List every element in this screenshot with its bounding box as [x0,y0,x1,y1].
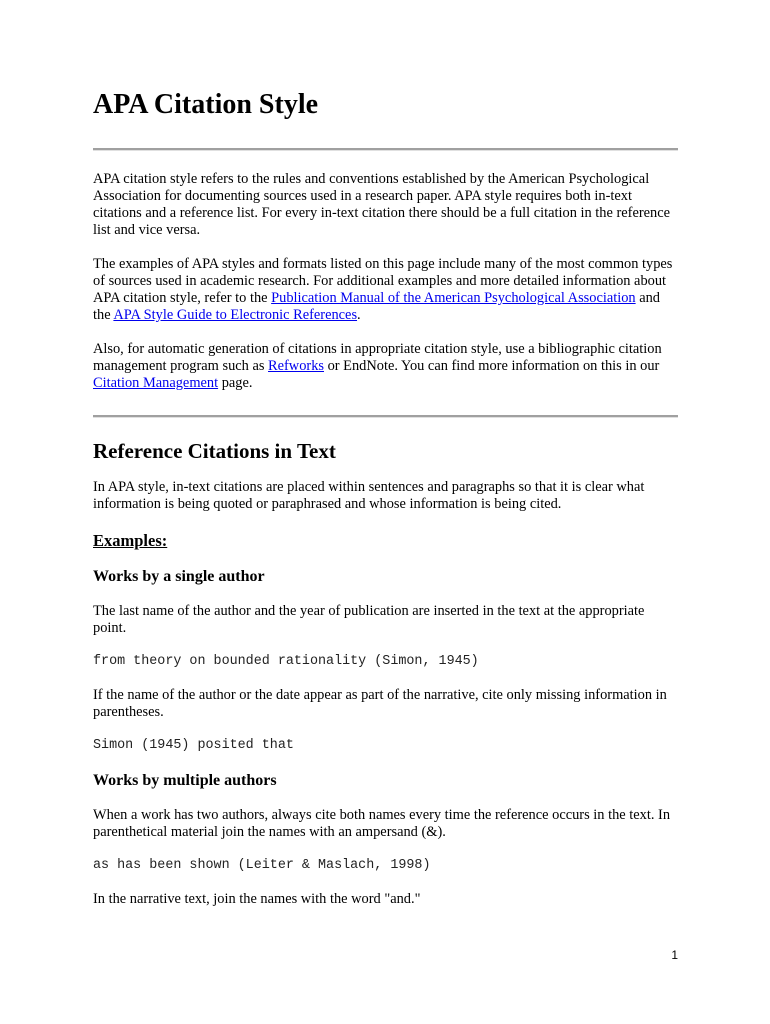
examples-label: Examples: [93,531,168,550]
intro-paragraph-3-text-middle: or EndNote. You can find more information on this in our [324,358,660,374]
section-intro-paragraph: In APA style, in-text citations are placed within sentences and paragraphs so that it is clear what information is being quoted or paraphrased and whose information is being cited. [93,479,645,512]
document-content [93,88,678,908]
multiple-authors-paragraph-2: In the narrative text, join the names with the word "and." [93,891,421,907]
intro-paragraph-3 [93,341,678,392]
intro-paragraph-2-text-start: The examples of APA styles and formats listed on this page include many of the most common types of sources used in academic research. For additional examples and more detailed information about APA citation style, refer to the [93,256,673,306]
single-author-paragraph-1: The last name of the author and the year of publication are inserted in the text at the appropriate point. [93,603,645,636]
page-number: 1 [671,948,678,962]
multiple-authors-paragraph-1: When a work has two authors, always cite both names every time the reference occurs in the text. In parenthetical material join the names with an ampersand (&). [93,807,671,840]
multiple-authors-example-1: as has been shown (Leiter & Maslach, 1998) [93,858,431,873]
section-heading: Reference Citations in Text [93,439,336,463]
single-author-example-1: from theory on bounded rationality (Simon, 1945) [93,654,479,669]
publication-manual-link[interactable]: Publication Manual of the American Psychological Association [271,290,636,306]
multiple-authors-heading: Works by multiple authors [93,772,277,789]
single-author-example-2: Simon (1945) posited that [93,738,294,753]
apa-electronic-references-link[interactable]: APA Style Guide to Electronic References [113,307,358,323]
single-author-heading: Works by a single author [93,568,265,585]
section-divider [93,415,678,418]
page-title: APA Citation Style [93,89,319,120]
intro-paragraph-1: APA citation style refers to the rules and conventions established by the American Psychological Association for documenting sources used in a research paper. APA style requires both in-text citations and a reference list. For every in-text citation there should be a full citation in the reference list and vice versa. [93,171,670,238]
intro-paragraph-2-text-end: . [357,307,361,323]
intro-paragraph-3-text-end: page. [218,375,253,391]
refworks-link[interactable]: Refworks [268,358,324,374]
intro-paragraph-2-text-middle: and the [93,290,661,323]
title-divider [93,148,678,151]
intro-paragraph-3-text-start: Also, for automatic generation of citations in appropriate citation style, use a bibliographic citation management program such as [93,341,662,374]
intro-paragraph-2 [93,256,678,324]
citation-management-link[interactable]: Citation Management [93,375,219,391]
single-author-paragraph-2: If the name of the author or the date appear as part of the narrative, cite only missing information in parentheses. [93,687,667,720]
